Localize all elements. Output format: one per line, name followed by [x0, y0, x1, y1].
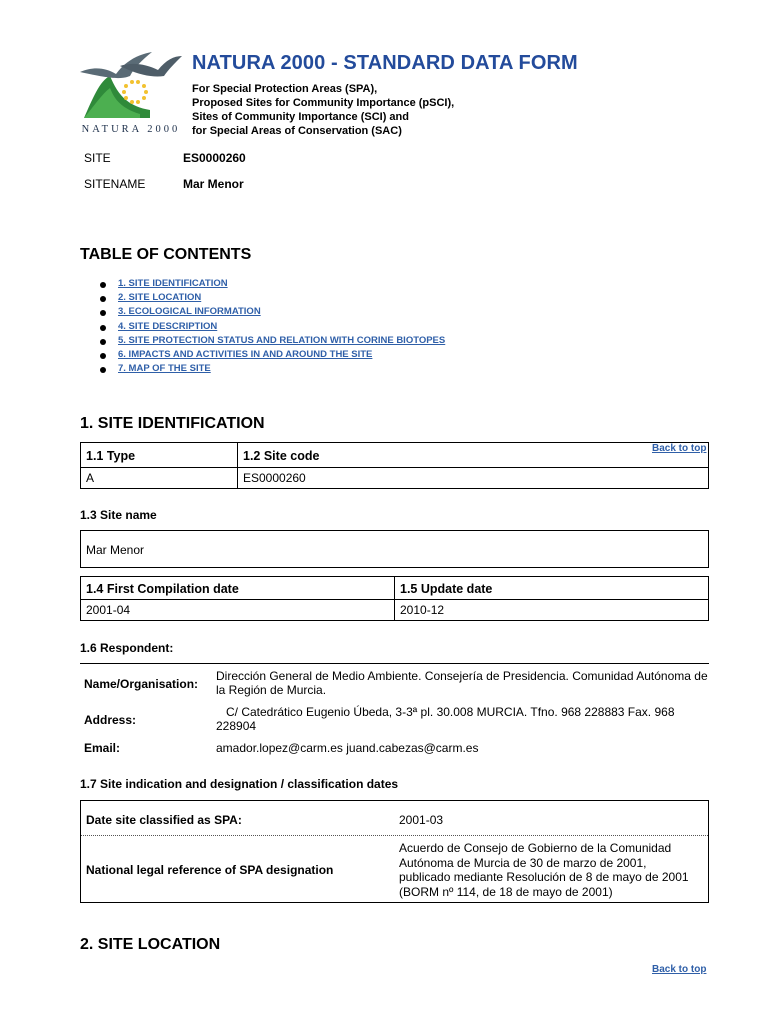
org-value: Dirección General de Medio Ambiente. Consejería de Presidencia. Comunidad Autónoma de la Región de Murcia. — [216, 669, 708, 697]
org-label: Name/Organisation: — [84, 677, 199, 691]
subtitle-line: Proposed Sites for Community Importance (pSCI), — [192, 97, 455, 109]
type-value: A — [81, 468, 238, 489]
site-code-cell: ES0000260 — [238, 468, 709, 489]
designation-label: 1.7 Site indication and designation / classification dates — [80, 777, 399, 791]
back-to-top-link[interactable]: Back to top — [652, 964, 707, 975]
toc-list — [100, 278, 445, 377]
subtitle-line: For Special Protection Areas (SPA), — [192, 83, 378, 95]
respondent-block — [80, 663, 709, 760]
update-date-value: 2010-12 — [395, 600, 709, 621]
toc-item — [100, 363, 445, 377]
bullet-icon — [100, 310, 106, 316]
bullet-icon — [100, 353, 106, 359]
email-label: Email: — [84, 741, 121, 755]
spa-date-label: Date site classified as SPA: — [86, 813, 242, 827]
type-header: 1.1 Type — [81, 443, 238, 468]
natura-2000-logo — [80, 50, 182, 136]
bullet-icon — [100, 296, 106, 302]
update-date-header: 1.5 Update date — [395, 577, 709, 600]
site-code-value: ES0000260 — [183, 151, 246, 165]
sitename-value: Mar Menor — [183, 177, 244, 191]
spa-date-value: 2001-03 — [399, 813, 444, 827]
subtitle-line: Sites of Community Importance (SCI) and — [192, 111, 409, 123]
form-subtitle — [192, 82, 454, 138]
bullet-icon — [100, 282, 106, 288]
subtitle-line: for Special Areas of Conservation (SAC) — [192, 125, 402, 137]
address-value: C/ Catedrático Eugenio Úbeda, 3-3ª pl. 30.008 MURCIA. Tfno. 968 228883 Fax. 968 228904 — [216, 705, 675, 733]
toc-item — [100, 278, 445, 292]
row-divider — [81, 835, 708, 836]
site-name-value: Mar Menor — [86, 543, 145, 557]
spa-legal-value: Acuerdo de Consejo de Gobierno de la Comunidad Autónoma de Murcia de 30 de marzo de 2001, publicado mediante Resolución de 8 de mayo de 2001 (BORM nº 114, de 18 de mayo de 2001) — [399, 841, 689, 899]
back-to-top-link[interactable]: Back to top — [652, 443, 707, 454]
respondent-label: 1.6 Respondent: — [80, 641, 174, 655]
dates-table — [80, 576, 709, 621]
form-title: NATURA 2000 - STANDARD DATA FORM — [192, 52, 578, 74]
bullet-icon — [100, 325, 106, 331]
toc-link-site-location[interactable]: 2. SITE LOCATION — [118, 292, 202, 304]
toc-link-site-identification[interactable]: 1. SITE IDENTIFICATION — [118, 278, 228, 289]
toc-heading: TABLE OF CONTENTS — [80, 246, 252, 263]
toc-item — [100, 292, 445, 306]
site-name-label: 1.3 Site name — [80, 508, 157, 522]
toc-link-site-description[interactable]: 4. SITE DESCRIPTION — [118, 320, 218, 332]
first-compilation-header: 1.4 First Compilation date — [81, 577, 395, 600]
toc-item — [100, 349, 445, 363]
toc-link-impacts-activities[interactable]: 6. IMPACTS AND ACTIVITIES IN AND AROUND THE SITE — [118, 348, 373, 360]
toc-item — [100, 306, 445, 320]
toc-link-protection-status[interactable]: 5. SITE PROTECTION STATUS AND RELATION WITH CORINE BIOTOPES — [118, 334, 446, 346]
sitename-label: SITENAME — [84, 177, 146, 191]
site-label: SITE — [84, 151, 111, 165]
first-compilation-value: 2001-04 — [81, 600, 395, 621]
toc-item — [100, 321, 445, 335]
site-code-header: 1.2 Site code — [238, 443, 709, 468]
toc-item — [100, 335, 445, 349]
section-2-heading: 2. SITE LOCATION — [80, 936, 221, 953]
bullet-icon — [100, 367, 106, 373]
email-value: amador.lopez@carm.es juand.cabezas@carm.es — [216, 741, 479, 755]
spa-designation-box — [80, 800, 709, 903]
spa-legal-label: National legal reference of SPA designation — [86, 863, 334, 877]
toc-link-map-of-site[interactable]: 7. MAP OF THE SITE — [118, 363, 211, 375]
address-label: Address: — [84, 713, 137, 727]
section-1-heading: 1. SITE IDENTIFICATION — [80, 415, 265, 432]
toc-link-ecological-information[interactable]: 3. ECOLOGICAL INFORMATION — [118, 306, 261, 318]
type-code-table — [80, 442, 709, 489]
logo-text: NATURA 2000 — [81, 124, 181, 135]
bullet-icon — [100, 339, 106, 345]
site-name-box — [80, 530, 709, 568]
